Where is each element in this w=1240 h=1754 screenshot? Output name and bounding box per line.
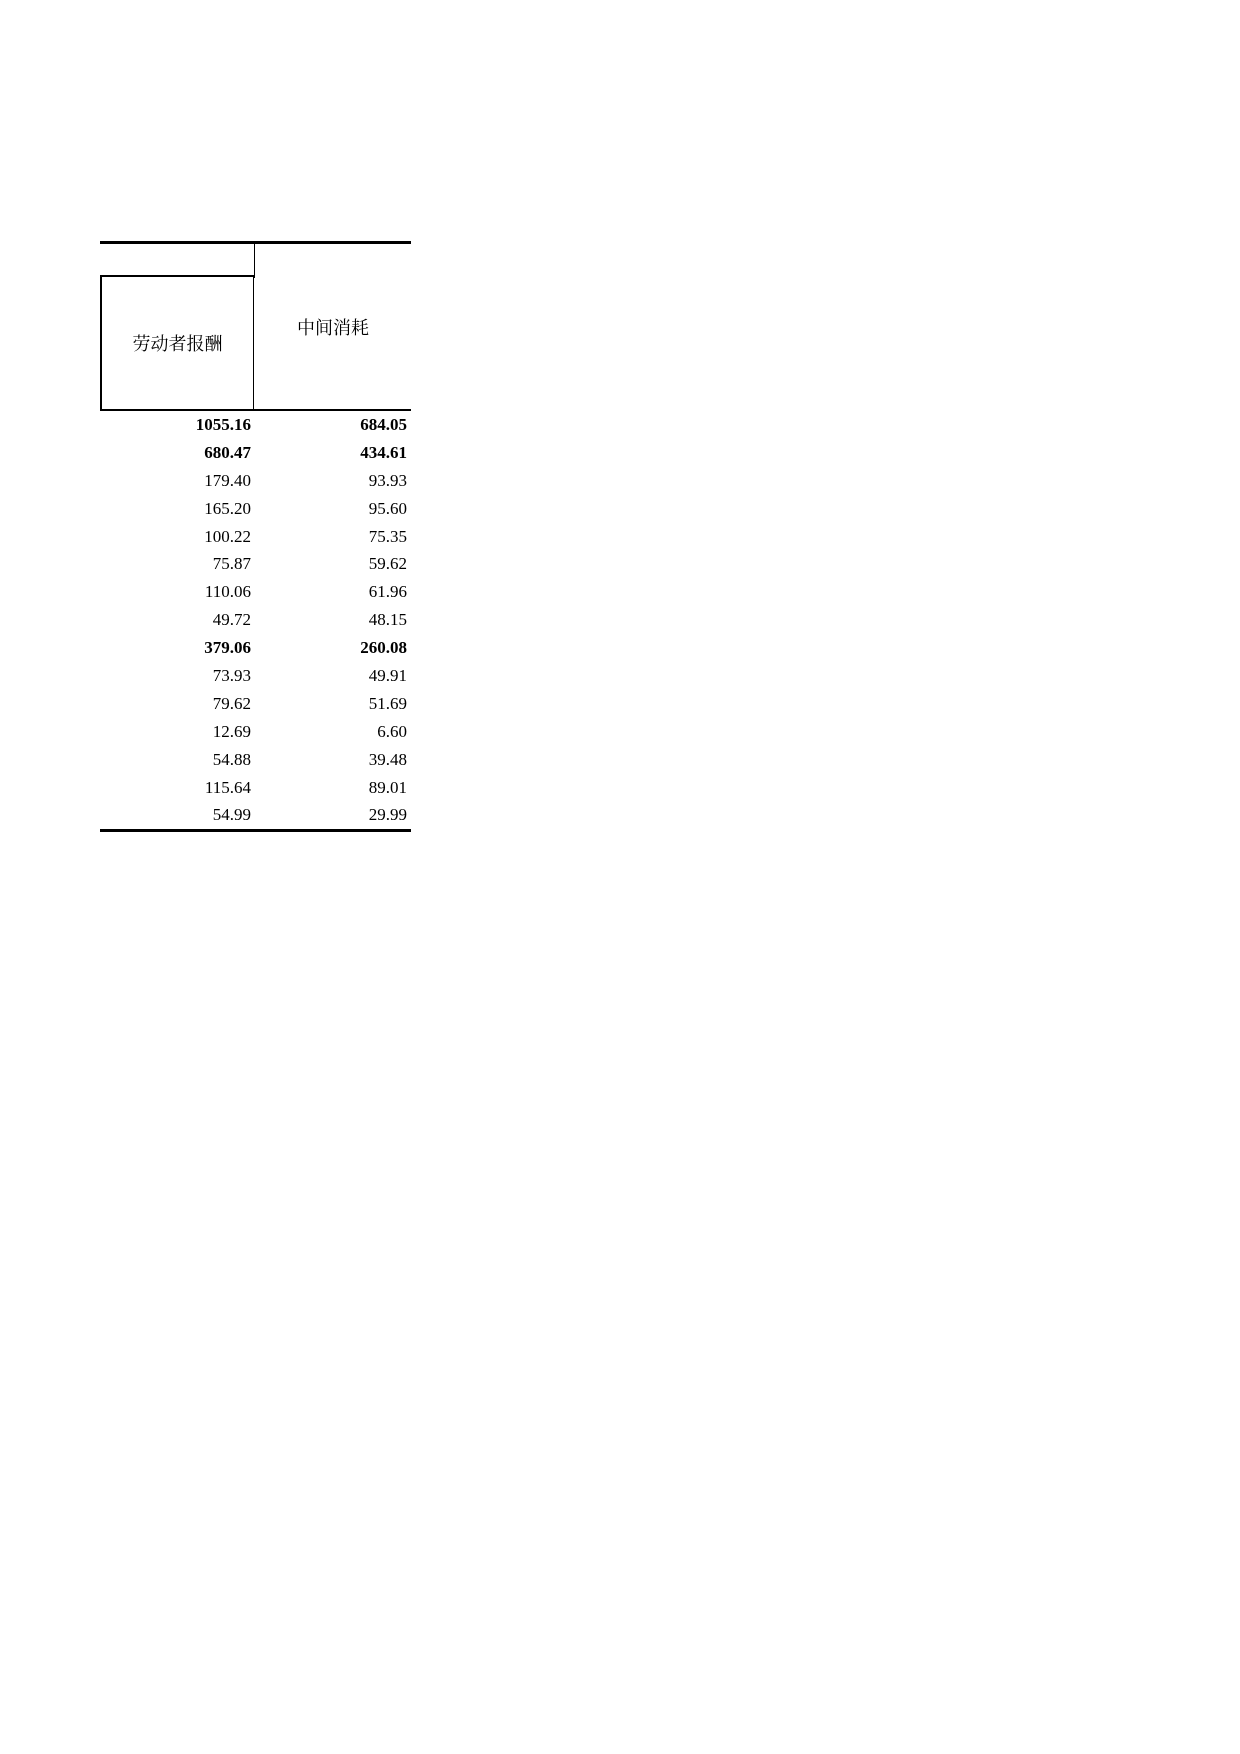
cell-labor-compensation: 54.88 <box>212 749 251 769</box>
cell-intermediate-consumption: 434.61 <box>360 442 407 462</box>
cell-labor-compensation: 179.40 <box>204 470 251 490</box>
table-row <box>100 495 411 523</box>
cell-intermediate-consumption: 684.05 <box>360 414 407 434</box>
cell-labor-compensation: 73.93 <box>212 665 251 685</box>
cell-labor-compensation: 49.72 <box>212 610 251 630</box>
cell-labor-compensation: 75.87 <box>212 554 251 574</box>
cell-labor-compensation: 12.69 <box>212 721 251 741</box>
cell-labor-compensation: 110.06 <box>204 582 251 602</box>
cell-labor-compensation: 1055.16 <box>195 414 251 434</box>
cell-intermediate-consumption: 48.15 <box>368 610 407 630</box>
cell-labor-compensation: 379.06 <box>204 638 251 658</box>
table-row <box>100 523 411 551</box>
table-row <box>100 718 411 746</box>
table-row <box>100 746 411 774</box>
cell-intermediate-consumption: 89.01 <box>368 777 407 797</box>
table-row <box>100 550 411 578</box>
cell-intermediate-consumption: 93.93 <box>368 470 407 490</box>
header-cell-labor-compensation <box>100 275 254 409</box>
cell-labor-compensation: 54.99 <box>212 805 251 825</box>
cell-labor-compensation: 100.22 <box>204 526 251 546</box>
header-cell-intermediate-consumption <box>255 244 411 409</box>
table-row <box>100 801 411 829</box>
table-row <box>100 690 411 718</box>
cell-labor-compensation: 79.62 <box>212 693 251 713</box>
cell-intermediate-consumption: 51.69 <box>368 693 407 713</box>
cell-intermediate-consumption: 260.08 <box>360 638 407 658</box>
table-row <box>100 634 411 662</box>
cell-intermediate-consumption: 29.99 <box>368 805 407 825</box>
header-label-intermediate-consumption: 中间消耗 <box>297 317 369 339</box>
table-row <box>100 606 411 634</box>
cell-labor-compensation: 680.47 <box>204 442 251 462</box>
table-row <box>100 774 411 802</box>
cell-intermediate-consumption: 39.48 <box>368 749 407 769</box>
table-body <box>100 411 411 829</box>
cell-labor-compensation: 115.64 <box>204 777 251 797</box>
cell-intermediate-consumption: 49.91 <box>368 665 407 685</box>
cell-intermediate-consumption: 75.35 <box>368 526 407 546</box>
table-row <box>100 662 411 690</box>
cell-intermediate-consumption: 95.60 <box>368 498 407 518</box>
cell-intermediate-consumption: 61.96 <box>368 582 407 602</box>
cell-intermediate-consumption: 6.60 <box>377 721 407 741</box>
table-row <box>100 439 411 467</box>
table-row <box>100 578 411 606</box>
table-row <box>100 411 411 439</box>
cell-intermediate-consumption: 59.62 <box>368 554 407 574</box>
table-bottom-rule <box>100 829 411 832</box>
cell-labor-compensation: 165.20 <box>204 498 251 518</box>
header-label-labor-compensation: 劳动者报酬 <box>132 334 223 355</box>
table-row <box>100 467 411 495</box>
